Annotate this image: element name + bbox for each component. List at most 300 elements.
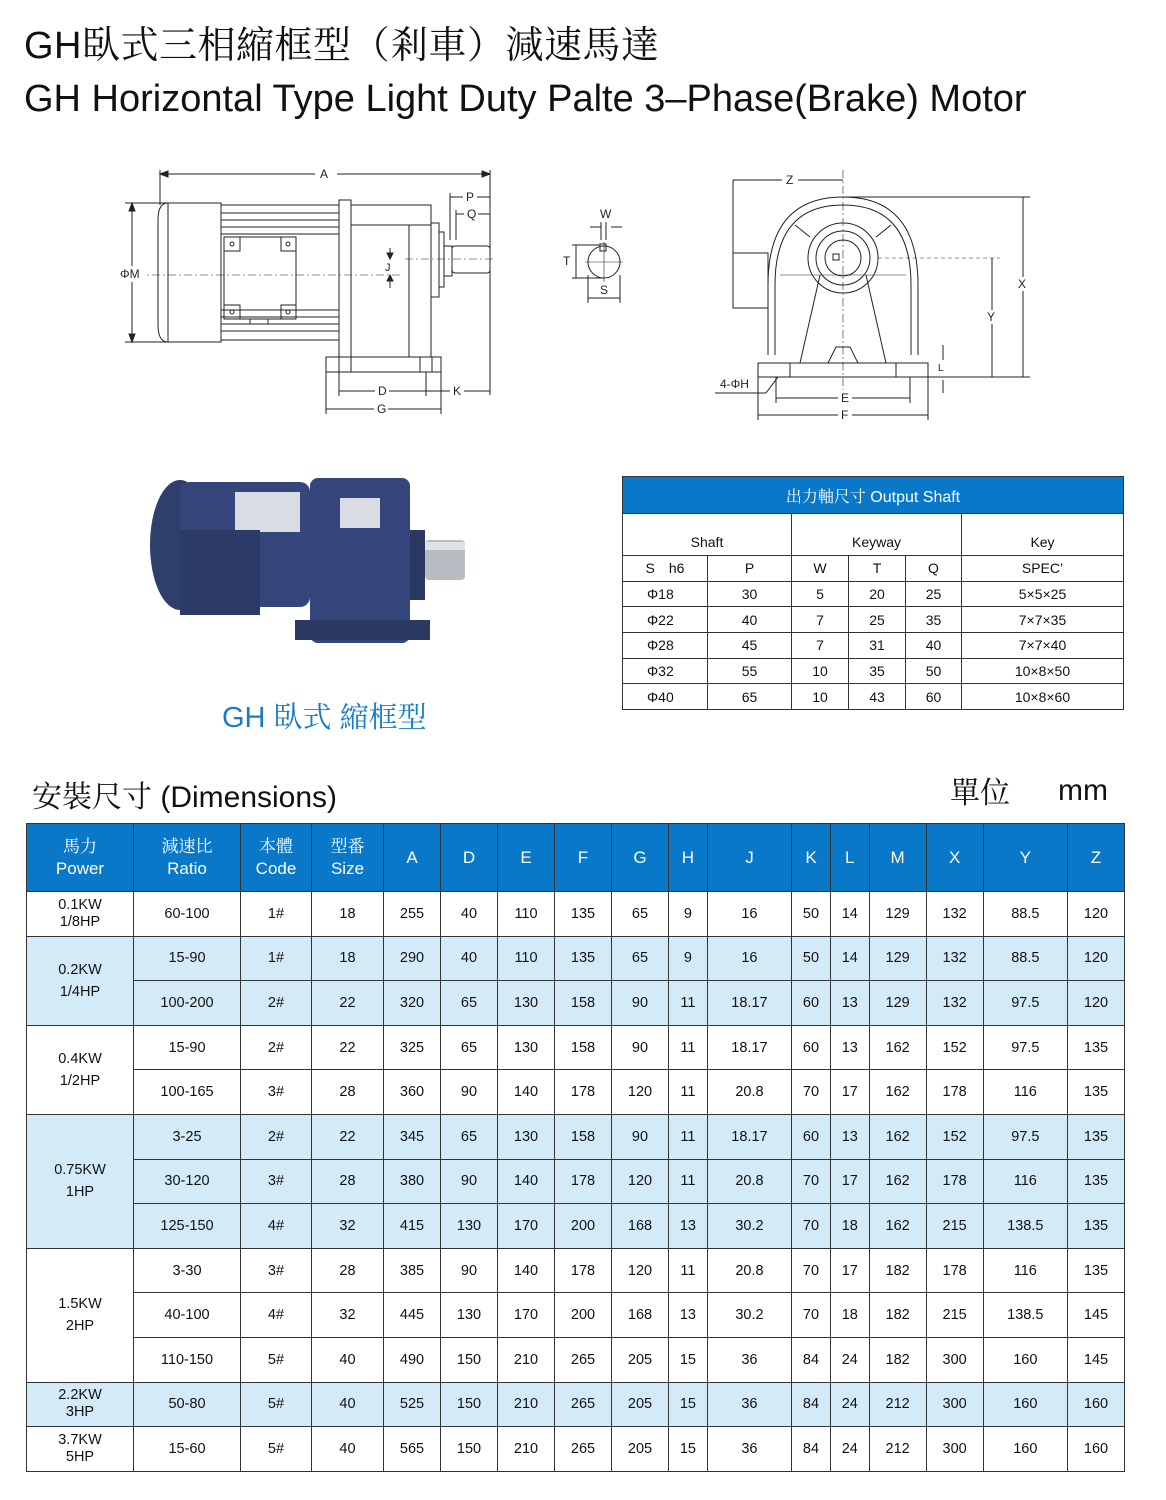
table-cell: 13 (830, 981, 869, 1026)
table-cell: 60 (792, 981, 831, 1026)
table-cell: 132 (926, 892, 983, 937)
power-cell: 0.75KW 1HP (27, 1114, 134, 1248)
svg-text:W: W (600, 207, 612, 221)
table-cell: 135 (1067, 1070, 1124, 1115)
table-cell: 40 (906, 633, 962, 659)
group-keyway: Keyway (792, 514, 962, 556)
table-cell: 110 (498, 892, 555, 937)
col-q: Q (906, 556, 962, 582)
table-cell: 3-25 (134, 1114, 241, 1159)
table-cell: 325 (384, 1025, 441, 1070)
svg-text:S: S (600, 283, 609, 297)
table-cell: 17 (830, 1070, 869, 1115)
table-cell: 20.8 (707, 1159, 791, 1204)
svg-text:T: T (563, 254, 571, 268)
svg-text:F: F (841, 408, 849, 422)
page-title-english: GH Horizontal Type Light Duty Palte 3–Phase(Brake) Motor (24, 78, 1027, 120)
table-cell: 290 (384, 936, 441, 981)
table-cell: 152 (926, 1025, 983, 1070)
table-cell: 135 (555, 892, 612, 937)
table-cell: 116 (983, 1070, 1067, 1115)
table-cell: 50 (792, 936, 831, 981)
table-row (27, 936, 1125, 981)
table-cell: 178 (926, 1070, 983, 1115)
table-cell: 30.2 (707, 1293, 791, 1338)
table-cell: 55 (708, 658, 792, 684)
output-shaft-title: 出力軸尺寸 Output Shaft (623, 477, 1124, 514)
group-shaft: Shaft (623, 514, 792, 556)
table-row (27, 1382, 1125, 1427)
table-cell: 15 (669, 1382, 708, 1427)
table-cell: 90 (612, 1025, 669, 1070)
header-z: Z (1067, 824, 1124, 892)
table-cell: 110-150 (134, 1337, 241, 1382)
table-cell: 100-200 (134, 981, 241, 1026)
table-cell: 22 (312, 981, 384, 1026)
table-cell: 4# (241, 1204, 312, 1249)
table-cell: 160 (1067, 1382, 1124, 1427)
table-cell: 162 (869, 1025, 926, 1070)
table-cell: 65 (441, 1114, 498, 1159)
header-f: F (555, 824, 612, 892)
table-cell: 265 (555, 1382, 612, 1427)
table-cell: 158 (555, 981, 612, 1026)
table-cell: 65 (441, 1025, 498, 1070)
table-cell: 20.8 (707, 1248, 791, 1293)
table-cell: 145 (1067, 1337, 1124, 1382)
table-cell: 205 (612, 1382, 669, 1427)
table-cell: 10 (792, 658, 849, 684)
table-cell: 50-80 (134, 1382, 241, 1427)
svg-text:K: K (453, 384, 462, 398)
table-row (623, 633, 1124, 659)
side-view-drawing (100, 160, 520, 430)
table-cell: 3# (241, 1159, 312, 1204)
table-cell: 18.17 (707, 1114, 791, 1159)
col-t: T (849, 556, 906, 582)
table-cell: 265 (555, 1337, 612, 1382)
table-cell: 84 (792, 1337, 831, 1382)
table-cell: 140 (498, 1070, 555, 1115)
table-row (623, 581, 1124, 607)
table-cell: Φ18 (623, 581, 708, 607)
table-cell: 17 (830, 1159, 869, 1204)
table-cell: 11 (669, 1114, 708, 1159)
table-cell: 255 (384, 892, 441, 937)
table-cell: 158 (555, 1025, 612, 1070)
table-cell: Φ32 (623, 658, 708, 684)
table-cell: 15-90 (134, 936, 241, 981)
table-cell: 13 (830, 1114, 869, 1159)
table-row (27, 892, 1125, 937)
table-cell: 150 (441, 1427, 498, 1472)
table-cell: 132 (926, 981, 983, 1026)
svg-text:D: D (378, 384, 387, 398)
table-cell: 3# (241, 1070, 312, 1115)
table-cell: 50 (906, 658, 962, 684)
table-cell: 2# (241, 981, 312, 1026)
table-cell: 5# (241, 1382, 312, 1427)
table-cell: 45 (708, 633, 792, 659)
table-cell: 60 (906, 684, 962, 710)
table-cell: 90 (441, 1070, 498, 1115)
table-cell: 16 (707, 936, 791, 981)
header-m: M (869, 824, 926, 892)
table-cell: 20 (849, 581, 906, 607)
table-cell: 97.5 (983, 1025, 1067, 1070)
table-cell: 9 (669, 936, 708, 981)
table-cell: 24 (830, 1427, 869, 1472)
table-cell: 300 (926, 1427, 983, 1472)
svg-text:Z: Z (786, 173, 794, 187)
table-cell: 168 (612, 1204, 669, 1249)
dimensions-title: 安裝尺寸 (Dimensions) (32, 781, 338, 814)
table-cell: 150 (441, 1382, 498, 1427)
table-cell: 15 (669, 1427, 708, 1472)
table-cell: 11 (669, 1025, 708, 1070)
table-cell: 120 (1067, 936, 1124, 981)
table-cell: 40 (708, 607, 792, 633)
table-cell: 385 (384, 1248, 441, 1293)
table-cell: 525 (384, 1382, 441, 1427)
svg-text:A: A (320, 167, 329, 181)
table-cell: 90 (612, 981, 669, 1026)
table-cell: 210 (498, 1427, 555, 1472)
dimensions-header-row (27, 824, 1125, 892)
table-cell: 182 (869, 1248, 926, 1293)
table-cell: 3-30 (134, 1248, 241, 1293)
table-cell: 70 (792, 1204, 831, 1249)
table-cell: 97.5 (983, 1114, 1067, 1159)
table-cell: 11 (669, 981, 708, 1026)
table-cell: 1# (241, 936, 312, 981)
table-row (623, 607, 1124, 633)
table-cell: 30 (708, 581, 792, 607)
table-cell: 490 (384, 1337, 441, 1382)
svg-text:E: E (841, 391, 850, 405)
table-cell: 135 (1067, 1248, 1124, 1293)
table-cell: 145 (1067, 1293, 1124, 1338)
table-cell: 150 (441, 1337, 498, 1382)
table-cell: 60 (792, 1114, 831, 1159)
table-cell: 36 (707, 1337, 791, 1382)
col-spec: SPEC’ (962, 556, 1124, 582)
table-cell: 138.5 (983, 1204, 1067, 1249)
header-k: K (792, 824, 831, 892)
table-cell: 28 (312, 1159, 384, 1204)
header-h: H (669, 824, 708, 892)
header-g: G (612, 824, 669, 892)
table-cell: 178 (926, 1159, 983, 1204)
table-cell: 13 (669, 1204, 708, 1249)
table-cell: 170 (498, 1293, 555, 1338)
table-cell: 129 (869, 892, 926, 937)
table-cell: 168 (612, 1293, 669, 1338)
table-cell: 18.17 (707, 981, 791, 1026)
table-row (27, 981, 1125, 1026)
table-cell: 178 (926, 1248, 983, 1293)
table-cell: 18.17 (707, 1025, 791, 1070)
header-l: L (830, 824, 869, 892)
table-cell: 11 (669, 1248, 708, 1293)
header-e: E (498, 824, 555, 892)
shaft-section-drawing (555, 200, 635, 310)
table-row (623, 684, 1124, 710)
table-cell: 565 (384, 1427, 441, 1472)
header-size: 型番 Size (312, 824, 384, 892)
table-cell: 65 (441, 981, 498, 1026)
table-cell: 160 (983, 1427, 1067, 1472)
table-cell: 445 (384, 1293, 441, 1338)
table-cell: 84 (792, 1427, 831, 1472)
table-cell: 130 (441, 1293, 498, 1338)
table-cell: 18 (312, 892, 384, 937)
table-cell: 210 (498, 1337, 555, 1382)
table-cell: 10 (792, 684, 849, 710)
table-cell: 24 (830, 1382, 869, 1427)
power-cell: 1.5KW 2HP (27, 1248, 134, 1382)
table-cell: 32 (312, 1204, 384, 1249)
output-shaft-rows (623, 581, 1124, 709)
svg-text:X: X (1018, 277, 1027, 291)
table-cell: 88.5 (983, 936, 1067, 981)
table-cell: 65 (612, 892, 669, 937)
table-cell: 40 (441, 936, 498, 981)
svg-text:P: P (466, 190, 475, 204)
table-cell: 2# (241, 1114, 312, 1159)
header-x: X (926, 824, 983, 892)
table-cell: 40 (312, 1337, 384, 1382)
header-ratio: 減速比 Ratio (134, 824, 241, 892)
table-cell: 22 (312, 1114, 384, 1159)
header-j: J (707, 824, 791, 892)
table-cell: Φ22 (623, 607, 708, 633)
table-cell: 97.5 (983, 981, 1067, 1026)
col-p: P (708, 556, 792, 582)
svg-text:Q: Q (467, 207, 477, 221)
table-cell: 100-165 (134, 1070, 241, 1115)
table-cell: 28 (312, 1070, 384, 1115)
table-cell: 5×5×25 (962, 581, 1124, 607)
table-row (27, 1159, 1125, 1204)
table-cell: 65 (708, 684, 792, 710)
table-cell: 345 (384, 1114, 441, 1159)
table-cell: 50 (792, 892, 831, 937)
table-cell: 158 (555, 1114, 612, 1159)
table-cell: 30.2 (707, 1204, 791, 1249)
unit-label: 單位 (950, 777, 1010, 810)
table-cell: 18 (830, 1204, 869, 1249)
table-cell: 320 (384, 981, 441, 1026)
table-cell: 200 (555, 1204, 612, 1249)
table-cell: 24 (830, 1337, 869, 1382)
table-cell: 138.5 (983, 1293, 1067, 1338)
table-cell: 84 (792, 1382, 831, 1427)
table-cell: 120 (612, 1070, 669, 1115)
svg-text:4-ΦH: 4-ΦH (720, 377, 749, 391)
table-cell: 360 (384, 1070, 441, 1115)
table-cell: 215 (926, 1204, 983, 1249)
product-photo (140, 470, 480, 670)
table-row (27, 1293, 1125, 1338)
table-cell: 22 (312, 1025, 384, 1070)
table-cell: Φ28 (623, 633, 708, 659)
table-cell: 10×8×50 (962, 658, 1124, 684)
table-cell: 5 (792, 581, 849, 607)
table-cell: 11 (669, 1159, 708, 1204)
power-cell: 0.1KW 1/8HP (27, 892, 134, 937)
svg-text:L: L (938, 363, 944, 374)
table-cell: 36 (707, 1427, 791, 1472)
table-cell: 20.8 (707, 1070, 791, 1115)
unit-value: mm (1058, 774, 1108, 807)
table-cell: 116 (983, 1248, 1067, 1293)
table-cell: 11 (669, 1070, 708, 1115)
table-cell: 120 (1067, 892, 1124, 937)
table-cell: 7×7×35 (962, 607, 1124, 633)
svg-text:ΦM: ΦM (120, 267, 140, 281)
header-power: 馬力 Power (27, 824, 134, 892)
table-cell: 129 (869, 981, 926, 1026)
table-row (27, 1248, 1125, 1293)
table-cell: 5# (241, 1337, 312, 1382)
svg-text:G: G (377, 402, 387, 416)
table-cell: 28 (312, 1248, 384, 1293)
table-cell: 15 (669, 1337, 708, 1382)
table-cell: 130 (498, 1025, 555, 1070)
table-cell: 36 (707, 1382, 791, 1427)
table-cell: 135 (1067, 1159, 1124, 1204)
table-row (27, 1337, 1125, 1382)
table-cell: 13 (830, 1025, 869, 1070)
dimensions-table (26, 823, 1125, 1472)
table-cell: 14 (830, 892, 869, 937)
table-cell: 210 (498, 1382, 555, 1427)
table-cell: 2# (241, 1025, 312, 1070)
header-a: A (384, 824, 441, 892)
table-cell: 17 (830, 1248, 869, 1293)
header-code: 本體 Code (241, 824, 312, 892)
header-y: Y (983, 824, 1067, 892)
table-cell: 70 (792, 1293, 831, 1338)
table-cell: 31 (849, 633, 906, 659)
table-cell: 40 (441, 892, 498, 937)
table-cell: 16 (707, 892, 791, 937)
table-cell: 160 (983, 1382, 1067, 1427)
svg-text:Y: Y (987, 310, 996, 324)
table-cell: 130 (498, 1114, 555, 1159)
table-row (27, 1204, 1125, 1249)
power-cell: 2.2KW 3HP (27, 1382, 134, 1427)
table-cell: 4# (241, 1293, 312, 1338)
table-row (623, 658, 1124, 684)
table-cell: 129 (869, 936, 926, 981)
table-cell: 182 (869, 1293, 926, 1338)
table-cell: 70 (792, 1159, 831, 1204)
table-cell: 35 (849, 658, 906, 684)
table-cell: 60-100 (134, 892, 241, 937)
col-s-h6: S h6 (623, 556, 708, 582)
table-cell: 178 (555, 1070, 612, 1115)
power-cell: 3.7KW 5HP (27, 1427, 134, 1472)
table-cell: 162 (869, 1159, 926, 1204)
table-cell: 120 (612, 1159, 669, 1204)
table-cell: 18 (830, 1293, 869, 1338)
product-caption: GH 臥式 縮框型 (222, 702, 427, 734)
table-cell: 200 (555, 1293, 612, 1338)
table-cell: 40 (312, 1382, 384, 1427)
table-cell: 212 (869, 1382, 926, 1427)
table-cell: 18 (312, 936, 384, 981)
table-row (27, 1427, 1125, 1472)
table-cell: 60 (792, 1025, 831, 1070)
table-cell: 25 (906, 581, 962, 607)
table-cell: 135 (1067, 1114, 1124, 1159)
table-cell: 5# (241, 1427, 312, 1472)
table-cell: 415 (384, 1204, 441, 1249)
table-cell: 7 (792, 633, 849, 659)
table-row (27, 1070, 1125, 1115)
table-cell: 9 (669, 892, 708, 937)
table-cell: 162 (869, 1070, 926, 1115)
table-cell: 10×8×60 (962, 684, 1124, 710)
table-cell: 140 (498, 1159, 555, 1204)
table-cell: 162 (869, 1114, 926, 1159)
table-cell: 205 (612, 1337, 669, 1382)
table-cell: 13 (669, 1293, 708, 1338)
table-cell: 15-90 (134, 1025, 241, 1070)
table-cell: 88.5 (983, 892, 1067, 937)
table-cell: 152 (926, 1114, 983, 1159)
output-shaft-table (622, 476, 1124, 710)
table-cell: 1# (241, 892, 312, 937)
col-w: W (792, 556, 849, 582)
table-cell: 116 (983, 1159, 1067, 1204)
table-cell: 70 (792, 1248, 831, 1293)
group-key: Key (962, 514, 1124, 556)
table-cell: 110 (498, 936, 555, 981)
table-cell: 40 (312, 1427, 384, 1472)
table-cell: 30-120 (134, 1159, 241, 1204)
table-cell: Φ40 (623, 684, 708, 710)
svg-text:J: J (385, 262, 391, 274)
table-cell: 7 (792, 607, 849, 633)
table-cell: 43 (849, 684, 906, 710)
table-cell: 160 (1067, 1427, 1124, 1472)
table-cell: 70 (792, 1070, 831, 1115)
table-cell: 120 (612, 1248, 669, 1293)
table-cell: 130 (441, 1204, 498, 1249)
table-cell: 265 (555, 1427, 612, 1472)
table-cell: 178 (555, 1248, 612, 1293)
table-cell: 170 (498, 1204, 555, 1249)
table-cell: 140 (498, 1248, 555, 1293)
table-cell: 300 (926, 1382, 983, 1427)
table-cell: 90 (441, 1248, 498, 1293)
table-cell: 212 (869, 1427, 926, 1472)
table-cell: 40-100 (134, 1293, 241, 1338)
table-cell: 90 (441, 1159, 498, 1204)
table-cell: 25 (849, 607, 906, 633)
table-cell: 3# (241, 1248, 312, 1293)
dimensions-rows (27, 892, 1125, 1472)
table-cell: 135 (555, 936, 612, 981)
table-cell: 32 (312, 1293, 384, 1338)
table-cell: 380 (384, 1159, 441, 1204)
table-cell: 182 (869, 1337, 926, 1382)
table-cell: 178 (555, 1159, 612, 1204)
table-cell: 7×7×40 (962, 633, 1124, 659)
